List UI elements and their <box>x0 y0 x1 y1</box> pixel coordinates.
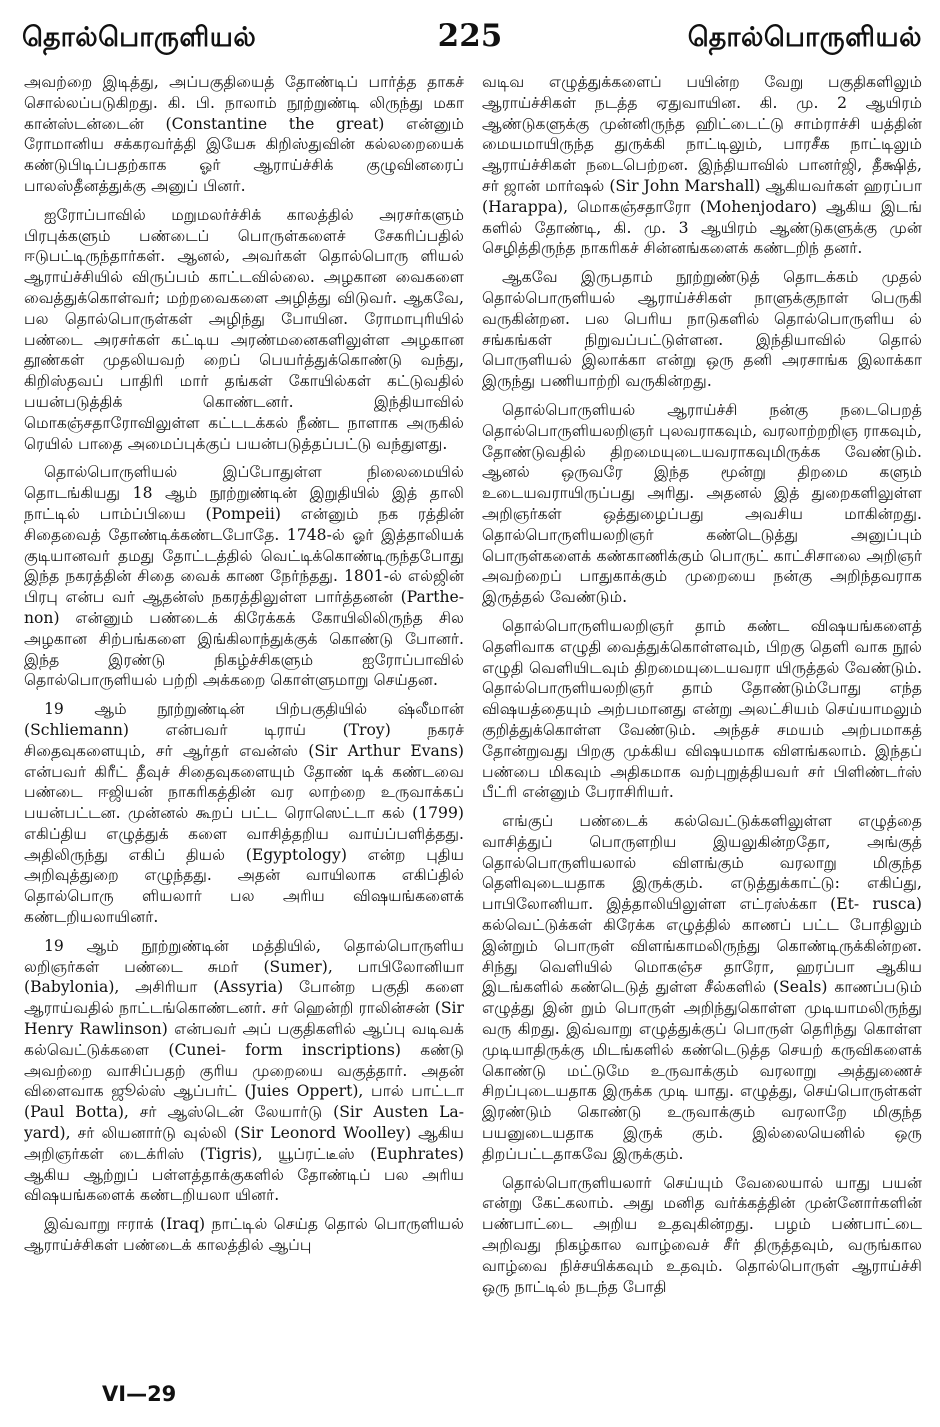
paragraph: எங்குப் பண்டைக் கல்வெட்டுக்களிலுள்ள எழுத்தை வாசித்துப் பொருளறிய இயலுகின்றதோ, அங்குத் தொல்பொருளியலால் விளங்கும் வரலாறு மிகுந்த தெளிவுடையதாக இருக்கும். எடுத்துக்காட்டு: எகிப்து, பாபிலோனியா. இத்தாலியிலுள்ள எட்ரஸ்க்கா (Et- rusca) கல்வெட்டுக்கள் கிரேக்க எழுத்தில் காணப் பட்ட போதிலும் இன்றும் பொருள் விளங்காமலிருந்து கொண்டிருக்கின்றன. சிந்து வெளியில் மொகஞ்ச தாரோ, ஹரப்பா ஆகிய இடங்களில் கண்டெடுத் துள்ள சீல்களில் (Seals) காணப்படும் எழுத்து இன் றும் பொருள் அறிந்துகொள்ள முடியாமலிருந்து வரு கிறது. இவ்வாறு எழுத்துக்குப் பொருள் தெரிந்து கொள்ள முடியாதிருக்கு மிடங்களில் கண்டெடுத்த செயற் கருவிகளைக் கொண்டு மட்டுமே உருவாக்கும் வரலாறு அத்துணைச் சிறப்புடையதாக இருக்க முடி யாது. எழுத்து, செய்பொருள்கள் இரண்டும் கொண்டு உருவாக்கும் வரலாறே மிகுந்த பயனுடையதாக இருக் கும். இல்லையெனில் ஒரு திறப்பட்டதாகவே இருக்கும். <box>482 812 922 1163</box>
paragraph: தொல்பொருளியலறிஞர் தாம் கண்ட விஷயங்களைத் தெளிவாக எழுதி வைத்துக்கொள்ளவும், பிறகு தெளி வாக நூல் எழுதி வெளியிடவும் திறமையுடையவரா யிருத்தல் வேண்டும். தொல்பொருளியலறிஞர் தாம் தோண்டும்போது எந்த விஷயத்தையும் அற்பமானது என்று அலட்சியம் செய்யாமலும் குறித்துக்கொள்ள வேண்டும். அந்தச் சமயம் அற்பமாகத் தோன்றுவது பிறகு முக்கிய விஷயமாக விளங்கலாம். இந்தப் பண்பை மிகவும் அதிகமாக வற்புறுத்தியவர் சர் பிளிண்டர்ஸ் பீட்ரி என்னும் பேராசிரியர். <box>482 616 922 802</box>
running-title-right: தொல்பொருளியல் <box>687 22 922 53</box>
paragraph: வடிவ எழுத்துக்களைப் பயின்ற வேறு பகுதிகளிலும் ஆராய்ச்சிகள் நடத்த ஏதுவாயின. கி. மு. 2 ஆயிரம் ஆண்டுகளுக்கு முன்னிருந்த ஹிட்டைட்டு சாம்ராச்சி யத்தின் மையமாயிருந்த துருக்கி நாட்டிலும், பாரசீக நாட்டிலும் ஆராய்ச்சிகள் நடைபெற்றன. இந்தியாவில் பானர்ஜி, தீக்ஷித், சர் ஜான் மார்ஷல் (Sir John Marshall) ஆகியவர்கள் ஹரப்பா (Harappa), மொகஞ்சதாரோ (Mohenjodaro) ஆகிய இடங் களில் தோண்டி, கி. மு. 3 ஆயிரம் ஆண்டுகளுக்கு முன் செழித்திருந்த நாகரிகச் சின்னங்களைக் கண்டறிந் தனர். <box>482 73 922 258</box>
volume-signature-mark: VI—29 <box>102 1382 177 1406</box>
paragraph: ஐரோப்பாவில் மறுமலர்ச்சிக் காலத்தில் அரசர்களும் பிரபுக்களும் பண்டைப் பொருள்களைச் சேகரிப்பதில் ஈடுபட்டிருந்தார்கள். ஆனல், அவர்கள் தொல்பொரு ளியல் ஆராய்ச்சியில் விருப்பம் காட்டவில்லை. அழகான வைகளை வைத்துக்கொள்வர்; மற்றவைகளை அழித்து விடுவர். ஆகவே, பல தொல்பொருள்கள் அழிந்து போயின. ரோமாபுரியில் பண்டை அரசர்கள் கட்டிய அரண்மனைகளிலுள்ள அழகான தூண்கள் முதலியவற் றைப் பெயர்த்துக்கொண்டு வந்து, கிறிஸ்தவப் பாதிரி மார் தங்கள் கோயில்கள் கட்டுவதில் பயன்படுத்திக் கொண்டனர். இந்தியாவில் மொகஞ்சதாரோவிலுள்ள கட்டடக்கல் நீண்ட நாளாக அருகில் ரெயில் பாதை அமைப்புக்குப் பயன்படுத்தப்பட்டு வந்துளது. <box>24 205 464 453</box>
left-column <box>24 72 464 1377</box>
paragraph: தொல்பொருளியலார் செய்யும் வேலையால் யாது பயன் என்று கேட்கலாம். அது மனித வர்க்கத்தின் முன்னோர்களின் பண்பாட்டை அறிய உதவுகின்றது. பழம் பண்பாட்டை அறிவது நிகழ்கால வாழ்வைச் சீர் திருத்தவும், வருங்கால வாழ்வை நிச்சயிக்கவும் உதவும். தொல்பொருள் ஆராய்ச்சி ஒரு நாட்டில் நடந்த போதி <box>482 1173 922 1296</box>
paragraph: தொல்பொருளியல் ஆராய்ச்சி நன்கு நடைபெறத் தொல்பொருளியலறிஞர் புலவராகவும், வரலாற்றறிஞ ராகவும், தோண்டுவதில் திறமையுடையவராகவுமிருக்க வேண்டும். ஆனல் ஒருவரே இந்த மூன்று திறமை களும் உடையவராயிருப்பது அரிது. அதனல் இத் துறைகளிலுள்ள அறிஞர்கள் ஒத்துழைப்பது அவசிய மாகின்றது. தொல்பொருளியலறிஞர் கண்டெடுத்து அனுப்பும் பொருள்களைக் கண்காணிக்கும் பொருட் காட்சிசாலை அறிஞர் அவற்றைப் பாதுகாக்கும் முறையை நன்கு அறிந்தவராக இருத்தல் வேண்டும். <box>482 400 922 607</box>
paragraph: 19 ஆம் நூற்றுண்டின் மத்தியில், தொல்பொருளிய லறிஞர்கள் பண்டை சுமர் (Sumer), பாபிலோனியா (Babylonia), அசிரியா (Assyria) போன்ற பகுதி களை ஆராய்வதில் நாட்டங்கொண்டனர். சர் ஹென்றி ராலின்சன் (Sir Henry Rawlinson) என்பவர் அப் பகுதிகளில் ஆப்பு வடிவக் கல்வெட்டுக்களை (Cunei- form inscriptions) கண்டு அவற்றை வாசிப்பதற் குரிய முறையை வகுத்தார். அதன் விளைவாக ஜூல்ஸ் ஆப்பர்ட் (Juies Oppert), பால் பாட்டா (Paul Botta), சர் ஆஸ்டென் லேயார்டு (Sir Austen La- yard), சர் லியனார்டு வுல்லி (Sir Leonord Woolley) ஆகிய அறிஞர்கள் டைக்ரிஸ் (Tigris), யூப்ரட்டீஸ் (Euphrates) ஆகிய ஆற்றுப் பள்ளத்தாக்குகளில் தோண்டிப் பல அரிய விஷயங்களைக் கண்டறியலா யினர். <box>24 936 464 1205</box>
right-column <box>482 72 922 1372</box>
paragraph: இவ்வாறு ஈராக் (Iraq) நாட்டில் செய்த தொல் பொருளியல் ஆராய்ச்சிகள் பண்டைக் காலத்தில் ஆப்பு <box>24 1215 464 1255</box>
page-header <box>0 0 940 70</box>
page-number: 225 <box>437 18 503 54</box>
paragraph: அவற்றை இடித்து, அப்பகுதியைத் தோண்டிப் பார்த்த தாகச் சொல்லப்படுகிறது. கி. பி. நாலாம் நூற்றுண்டி லிருந்து மகா கான்ஸ்டன்டைன் (Constantine the great) என்னும் ரோமானிய சக்கரவர்த்தி இயேசு கிறிஸ்துவின் கல்லறையைக் கண்டுபிடிப்பதற்காக ஓர் ஆராய்ச்சிக் குழுவினரைப் பாலஸ்தீனத்துக்கு அனுப் பினர். <box>24 73 464 195</box>
paragraph: 19 ஆம் நூற்றுண்டின் பிற்பகுதியில் ஷ்லீமான் (Schliemann) என்பவர் டிராய் (Troy) நகரச் சிதைவுகளையும், சர் ஆர்தர் எவன்ஸ் (Sir Arthur Evans) என்பவர் கிரீட் தீவுச் சிதைவுகளையும் தோண் டிக் கண்டவை பண்டை ஈஜியன் நாகரிகத்தின் வர லாற்றை உருவாக்கப் பயன்பட்டன. முன்னல் கூறப் பட்ட ரொஸெட்டா கல் (1799) எகிப்திய எழுத்துக் களை வாசித்தறிய வாய்ப்பளித்தது. அதிலிருந்து எகிப் தியல் (Egyptology) என்ற புதிய அறிவுத்துறை எழுந்தது. அதன் வாயிலாக எகிப்தில் தொல்பொரு ளியலார் பல அரிய விஷயங்களைக் கண்டறியலாயினர். <box>24 700 464 927</box>
paragraph: ஆகவே இருபதாம் நூற்றுண்டுத் தொடக்கம் முதல் தொல்பொருளியல் ஆராய்ச்சிகள் நாளுக்குநாள் பெருகி வருகின்றன. பல பெரிய நாடுகளில் தொல்பொருளிய ல் சங்கங்கள் நிறுவப்பட்டுள்ளன. இந்தியாவில் தொல் பொருளியல் இலாக்கா என்று ஒரு தனி அரசாங்க இலாக்கா இருந்து பணியாற்றி வருகின்றது. <box>482 268 922 391</box>
paragraph: தொல்பொருளியல் இப்போதுள்ள நிலைமையில் தொடங்கியது 18 ஆம் நூற்றுண்டின் இறுதியில் இத் தாலி நாட்டில் பாம்ப்பியை (Pompeii) என்னும் நக ரத்தின் சிதைவைத் தோண்டிக்கண்டபோதே. 1748-ல் ஓர் இத்தாலியக் குடியானவர் தமது தோட்டத்தில் வெட்டிக்கொண்டிருந்தபோது இந்த நகரத்தின் சிதை வைக் காண நேர்ந்தது. 1801-ல் எல்ஜின் பிரபு என்ப வர் ஆதன்ஸ் நகரத்திலுள்ள பார்த்தனன் (Parthe- non) என்னும் பண்டைக் கிரேக்கக் கோயிலிலிருந்த சில அழகான சிற்பங்களை இங்கிலாந்துக்குக் கொண்டு போனர். இந்த இரண்டு நிகழ்ச்சிகளும் ஐரோப்பாவில் தொல்பொருளியல் பற்றி அக்கறை கொள்ளுமாறு செய்தன. <box>24 463 464 690</box>
running-title-left: தொல்பொருளியல் <box>22 22 257 53</box>
